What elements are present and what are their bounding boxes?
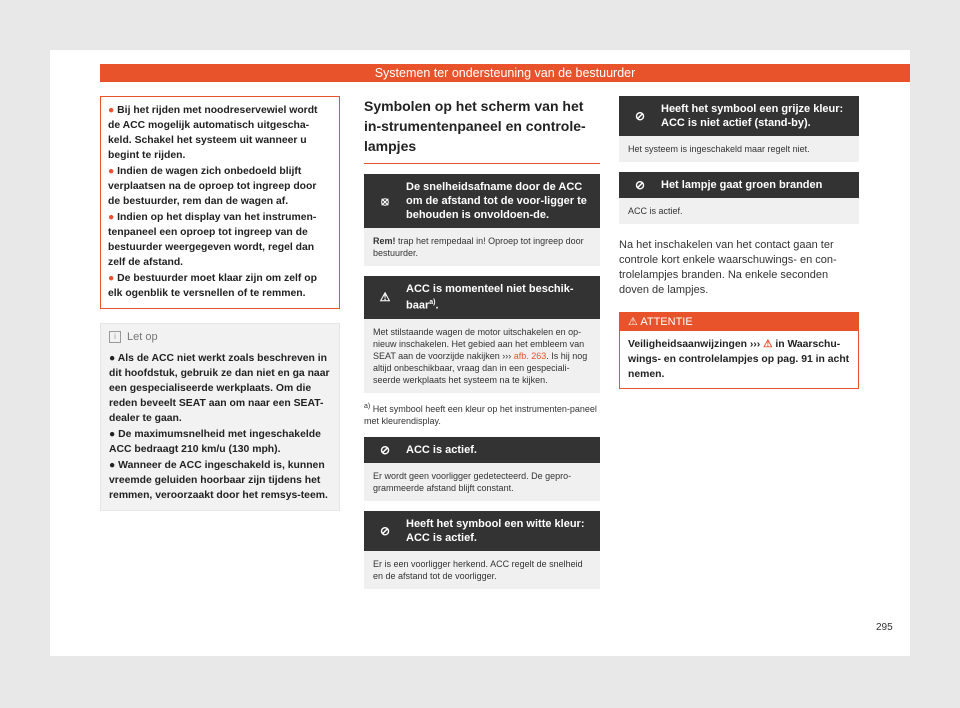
symbol-card (364, 276, 600, 393)
column-middle (364, 96, 600, 589)
body-paragraph: Na het inschakelen van het contact gaan ter controle kort enkele waarschuwings- en con-trolelampjes branden. Na enkele seconden doven de lampjes. (619, 239, 837, 296)
card-body: Er wordt geen voorligger gedetecteerd. De gepro-grammeerde afstand blijft constant. (364, 463, 600, 501)
page-number: 295 (876, 622, 893, 633)
attention-box (619, 312, 859, 389)
card-title: De snelheidsafname door de ACC om de afstand tot de voor-ligger te behouden is onvoldoen-de. (406, 181, 587, 221)
footnote: $^{a)}$ Het symbool heeft een kleur op het instrumenten-paneel met kleurendisplay. (364, 402, 597, 426)
card-body: Rem! trap het rempedaal in! Oproep tot ingreep door bestuurder. (364, 228, 600, 266)
section-title: Symbolen op het scherm van het in-strumentenpaneel en controle-lampjes (364, 96, 600, 164)
page (50, 50, 910, 656)
acc-warning-icon: ⦻ (381, 194, 389, 208)
warning-bullet: ● Indien de wagen zich onbedoeld blijft verplaatsen na de oproep tot ingreep door de bestuurder, rem dan de wagen af. (108, 166, 317, 207)
note-box (100, 323, 340, 511)
card-title: Het lampje gaat groen branden (661, 179, 823, 191)
column-right (619, 96, 859, 389)
chapter-header: Systemen ter ondersteuning van de bestuurder (100, 64, 910, 82)
acc-standby-icon: ⊘ (634, 109, 646, 123)
card-title: Heeft het symbool een witte kleur: ACC is actief. (406, 517, 585, 544)
note-bullet: ● De maximumsnelheid met ingeschakelde ACC bedraagt 210 km/u (130 mph). (109, 429, 321, 455)
symbol-card (619, 172, 859, 224)
card-title: ACC is actief. (406, 443, 477, 456)
note-bullet: ● Als de ACC niet werkt zoals beschreven in dit hoofdstuk, gebruik ze dan niet en ga naar een gespecialiseerde werkplaats. Om die reden beveelt SEAT aan om naar een SEAT-dealer te gaan. (109, 353, 330, 424)
card-body: Er is een voorligger herkend. ACC regelt de snelheid en de afstand tot de voorligger. (364, 551, 600, 589)
symbol-card (619, 96, 859, 162)
figure-link[interactable]: afb. 263 (513, 350, 547, 361)
acc-active-icon: ⊘ (379, 442, 391, 457)
card-body: Met stilstaande wagen de motor uitschakelen en op-nieuw inschakelen. Het gebied aan het embleem van SEAT aan de voorzijde nakijken ››› afb. 263. Is hij nog altijd onbeschikbaar, vraag dan in een gespeciali-seerde werkplaats het systeem na te kijken. (364, 319, 600, 393)
warning-bullet: ● Bij het rijden met noodreservewiel wordt de ACC mogelijk automatisch uitgescha-keld. Schakel het systeem uit wanneer u begint te rijden. (108, 105, 318, 161)
symbol-card (364, 437, 600, 501)
symbol-card (364, 174, 600, 266)
card-body: Het systeem is ingeschakeld maar regelt niet. (619, 136, 859, 162)
column-left (100, 96, 340, 511)
attention-body: Veiligheidsaanwijzingen ››› ⚠ in Waarschu-wings- en controlelampjes op pag. 91 in acht nemen. (628, 339, 850, 380)
card-title: ACC is momenteel niet beschik-baar$^{a)}$. (406, 283, 574, 312)
symbol-card (364, 511, 600, 589)
note-title: i Let op (109, 330, 331, 345)
acc-vehicle-ahead-icon: ⊘ (379, 523, 391, 538)
warning-bullet: ● Indien op het display van het instrumen-tenpaneel een oproep tot ingreep van de bestuurder weergegeven wordt, regel dan zelf de afstand. (108, 212, 317, 268)
warning-triangle-icon: ⚠ (763, 339, 773, 350)
warning-bullet: ● De bestuurder moet klaar zijn om zelf op elk ogenblik te versnellen of te remmen. (108, 273, 317, 299)
attention-header: ⚠ ATTENTIE (620, 313, 858, 331)
acc-green-icon: ⊘ (634, 178, 646, 192)
note-bullet: ● Wanneer de ACC ingeschakeld is, kunnen vreemde geluiden hoorbaar zijn tijdens het remmen, veroorzaakt door het remsys-teem. (109, 460, 328, 501)
card-title: Heeft het symbool een grijze kleur: ACC is niet actief (stand-by). (661, 103, 844, 129)
info-icon: i (109, 331, 121, 343)
warning-box (100, 96, 340, 309)
warning-triangle-icon: ⚠ (628, 316, 638, 328)
card-body: ACC is actief. (619, 198, 859, 224)
acc-unavailable-icon: ⚠ (379, 290, 391, 305)
